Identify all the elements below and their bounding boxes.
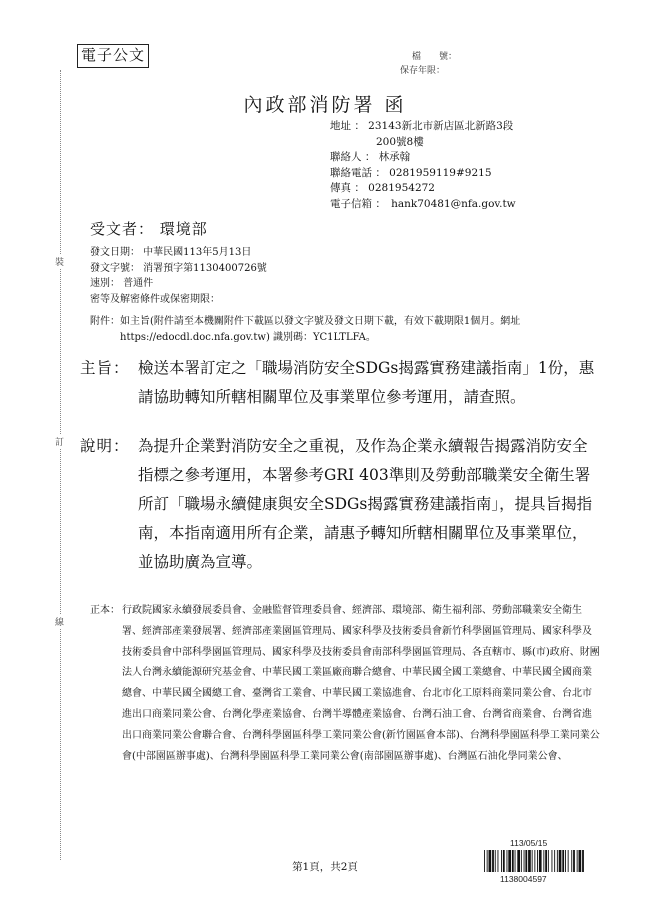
barcode-number: 1138004597 <box>500 874 547 884</box>
binding-char-xian: 線 <box>55 615 64 628</box>
binding-char-zhuang: 裝 <box>55 255 64 268</box>
attachment <box>90 314 595 345</box>
attachment-text: 如主旨(附件請至本機關附件下載區以發文字號及發文日期下載，有效下載期限1個月。網址https://edocdl.doc.nfa.gov.tw) 識別碼：YC1LTLFA。 <box>120 316 521 343</box>
recipient: 受文者： 環境部 <box>90 220 208 238</box>
subject-text: 檢送本署訂定之「職場消防安全SDGs揭露實務建議指南」1份，惠請協助轉知所轄相關單位及事業單位參考運用，請查照。 <box>138 359 595 406</box>
dispatch-meta <box>90 245 267 307</box>
electronic-document-label: 電子公文 <box>77 44 149 68</box>
document-title: 內政部消防署 函 <box>243 94 407 116</box>
explanation-label: 說明： <box>80 437 130 455</box>
copy-to-label: 正本： <box>90 605 120 616</box>
sender-info <box>330 119 516 213</box>
copy-to-text: 行政院國家永續發展委員會、金融監督管理委員會、經濟部、環境部、衛生福利部、勞動部職業安全衛生署、經濟部產業發展署、經濟部產業園區管理局、國家科學及技術委員會新竹科學園區管理局、國家科學及技術委員會中部科學園區管理局、國家科學及技術委員會南部科學園區管理局、各直轄市、縣(市)政府、財團法人台灣永續能源研究基金會、中華民國工業區廠商聯合總會、中華民國全國工業總會、中華民國全國商業總會、中華民國全國總工會、臺灣省工業會、中華民國工業協進會、台北市化工原料商業同業公會、台北市進出口商業同業公會、台灣化學產業協會、台灣半導體產業協會、台灣石油工會、台灣省商業會、台灣省進出口商業同業公會聯合會、台灣科學園區科學工業同業公會(新竹園區會本部)、台灣科學園區科學工業同業公會(中部園區辦事處)、台灣科學園區科學工業同業公會(南部園區辦事處)、台灣區石油化學同業公會、 <box>122 605 600 762</box>
dispatch-date: 發文日期： 中華民國113年5月13日 <box>90 247 252 258</box>
page-number: 第1頁，共2頁 <box>292 861 358 873</box>
copy-to <box>90 601 600 767</box>
file-meta <box>400 50 457 78</box>
sender-address-line2: 200號8樓 <box>376 135 424 148</box>
file-number-label: 檔 號： <box>412 52 458 62</box>
binding-char-ding: 訂 <box>55 435 64 448</box>
sender-fax: 傳真 ： 0281954272 <box>330 182 435 195</box>
sender-address: 地址 ： 23143新北市新店區北新路3段 <box>330 120 514 132</box>
sender-email: 電子信箱 ： hank70481@nfa.gov.tw <box>330 197 516 210</box>
dispatch-speed: 速別： 普通件 <box>90 278 154 289</box>
sender-phone: 聯絡電話 ： 0281959119#9215 <box>330 166 492 179</box>
retention-label: 保存年限： <box>400 66 446 76</box>
subject-label: 主旨： <box>80 359 130 377</box>
subject <box>80 354 600 412</box>
dispatch-doc-number: 發文字號： 消署預字第1130400726號 <box>90 262 267 274</box>
explanation-text: 為提升企業對消防安全之重視，及作為企業永續報告揭露消防安全指標之參考運用，本署參考GRI 403準則及勞動部職業安全衛生署所訂「職場永續健康與安全SDGs揭露實務建議指南」，提具旨揭指南，本指南適用所有企業，請惠予轉知所轄相關單位及事業單位，並協助廣為宣導。 <box>138 437 593 571</box>
receipt-date-stamp: 113/05/15 <box>510 838 548 848</box>
dispatch-secrecy: 密等及解密條件或保密期限： <box>90 293 220 305</box>
attachment-label: 附件： <box>90 316 120 327</box>
binding-line <box>60 70 61 860</box>
sender-contact-person: 聯絡人 ： 林承翰 <box>330 151 411 164</box>
explanation <box>80 432 600 577</box>
